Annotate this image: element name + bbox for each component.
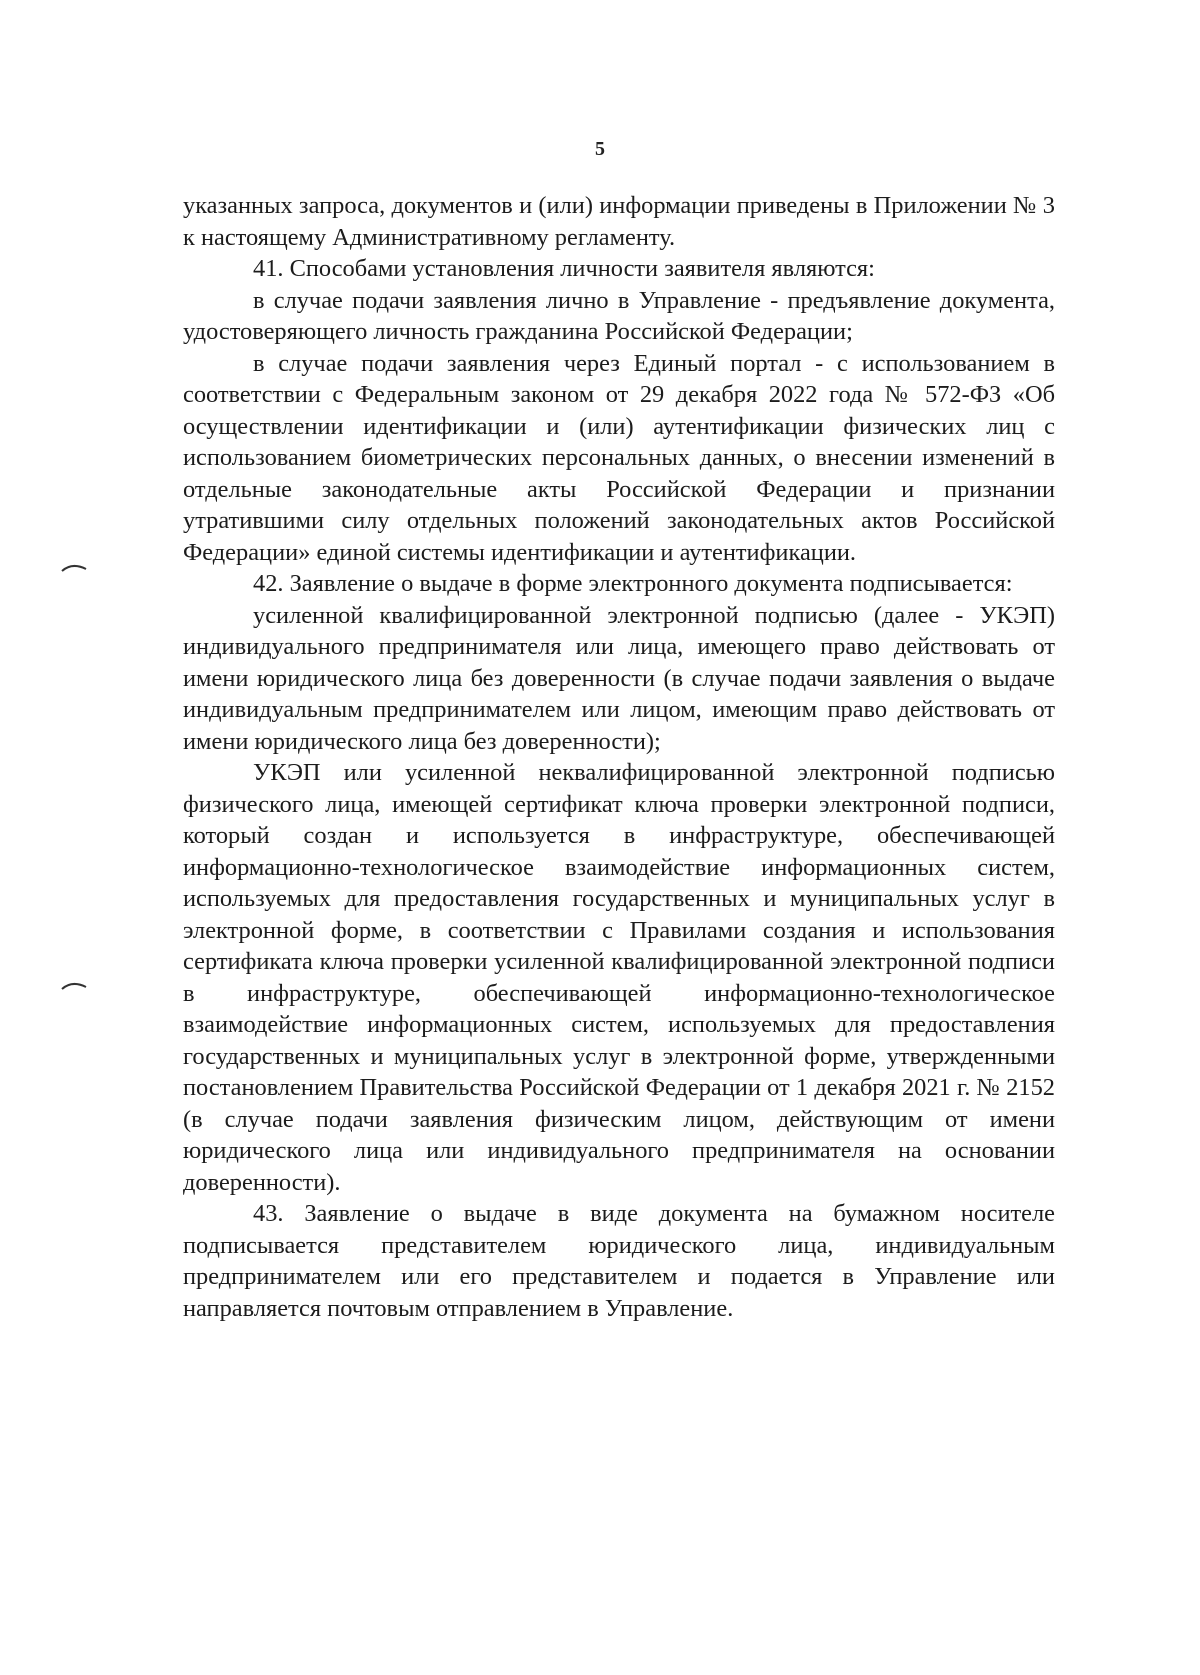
paragraph-continuation: указанных запроса, документов и (или) информации приведены в Приложении № 3 к настоящему Административному регламенту. [183,192,1055,251]
page-number: 5 [595,138,605,160]
document-body [183,190,1055,1324]
scan-mark-lower [60,979,88,991]
paragraph-41-portal: в случае подачи заявления через Единый портал - с использованием в соответствии с Федеральным законом от 29 декабря 2022 года № 572-ФЗ «Об осуществлении идентификации и (или) аутентификации физических лиц с использованием биометрических персональных данных, о внесении изменений в отдельные законодательные акты Российской Федерации и признании утратившими силу отдельных положений законодательных актов Российской Федерации» единой системы идентификации и аутентификации. [183,349,1055,566]
paragraph-41-in-person: в случае подачи заявления лично в Управление - предъявление документа, удостоверяющего личность гражданина Российской Федерации; [183,286,1055,345]
paragraph-42: 42. Заявление о выдаче в форме электронного документа подписывается: [253,570,1013,597]
paragraph-42-ukep: усиленной квалифицированной электронной подписью (далее - УКЭП) индивидуального предпринимателя или лица, имеющего право действовать от имени юридического лица без доверенности (в случае подачи заявления о выдаче индивидуальным предпринимателем или лицом, имеющим право действовать от имени юридического лица без доверенности); [183,601,1055,755]
paragraph-43: 43. Заявление о выдаче в виде документа на бумажном носителе подписывается представителем юридического лица, индивидуальным предпринимателем или его представителем и подается в Управление или направляется почтовым отправлением в Управление. [183,1200,1055,1322]
paragraph-41: 41. Способами установления личности заявителя являются: [253,255,875,282]
scan-mark-upper [60,561,88,573]
paragraph-42-unqualified: УКЭП или усиленной неквалифицированной электронной подписью физического лица, имеющей сертификат ключа проверки электронной подписи, который создан и используется в инфраструктуре, обеспечивающей информационно-технологическое взаимодействие информационных систем, используемых для предоставления государственных и муниципальных услуг в электронной форме, в соответствии с Правилами создания и использования сертификата ключа проверки усиленной квалифицированной электронной подписи в инфраструктуре, обеспечивающей информационно-технологическое взаимодействие информационных систем, используемых для предоставления государственных и муниципальных услуг в электронной форме, утвержденными постановлением Правительства Российской Федерации от 1 декабря 2021 г. № 2152 (в случае подачи заявления физическим лицом, действующим от имени юридического лица или индивидуального предпринимателя на основании доверенности). [183,759,1055,1196]
